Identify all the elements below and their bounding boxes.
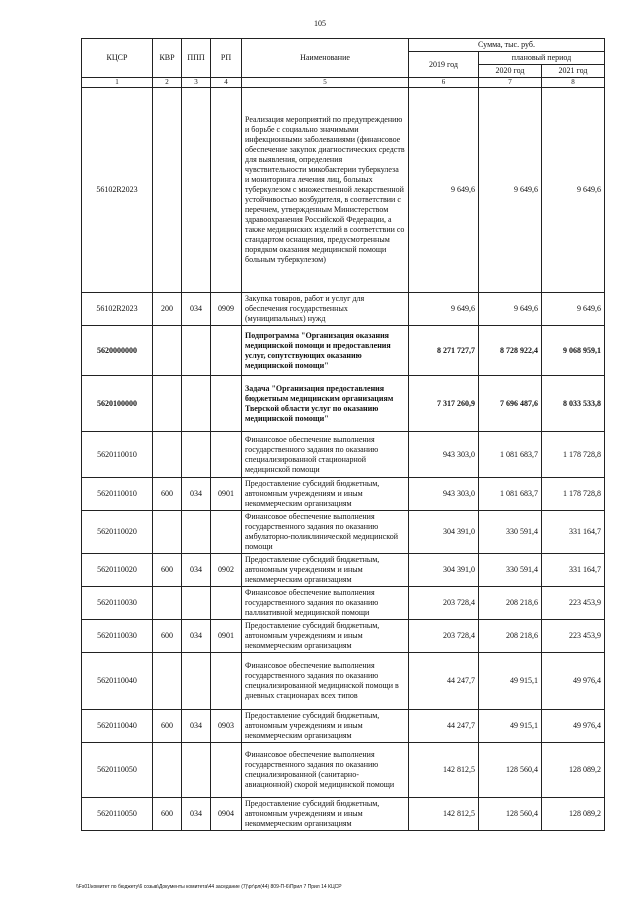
header-kcsr: КЦСР bbox=[82, 39, 153, 78]
row-value-2019: 9 649,6 bbox=[409, 88, 479, 293]
row-kcsr: 5620110030 bbox=[82, 587, 153, 620]
table-row bbox=[82, 478, 605, 511]
row-value-2020: 9 649,6 bbox=[479, 88, 542, 293]
row-value-2019: 304 391,0 bbox=[409, 554, 479, 587]
budget-table bbox=[81, 38, 605, 831]
row-kcsr: 5620110040 bbox=[82, 653, 153, 710]
row-value-2019: 203 728,4 bbox=[409, 587, 479, 620]
row-ppp bbox=[182, 432, 211, 478]
table-row bbox=[82, 710, 605, 743]
row-value-2021: 331 164,7 bbox=[542, 554, 605, 587]
row-ppp bbox=[182, 743, 211, 798]
table-row bbox=[82, 554, 605, 587]
row-rp bbox=[211, 653, 242, 710]
row-ppp bbox=[182, 653, 211, 710]
row-value-2021: 8 033 533,8 bbox=[542, 376, 605, 432]
table-row bbox=[82, 88, 605, 293]
row-rp bbox=[211, 511, 242, 554]
row-kcsr: 5620110040 bbox=[82, 710, 153, 743]
row-ppp bbox=[182, 326, 211, 376]
header-ppp: ППП bbox=[182, 39, 211, 78]
row-value-2019: 142 812,5 bbox=[409, 743, 479, 798]
row-kcsr: 5620000000 bbox=[82, 326, 153, 376]
row-rp: 0902 bbox=[211, 554, 242, 587]
row-name: Предоставление субсидий бюджетным, автономным учреждениям и иным некоммерческим организациям bbox=[242, 620, 409, 653]
row-kcsr: 56102R2023 bbox=[82, 293, 153, 326]
table-row bbox=[82, 511, 605, 554]
row-ppp: 034 bbox=[182, 478, 211, 511]
table-row bbox=[82, 376, 605, 432]
file-path-footer: \\Fs01\комитет по бюджету\6 созыв\Документы комитета\44 заседание (7)\рг\рл(44) 809-П-6\Прил 7 Прил 14 КЦСР bbox=[76, 884, 342, 890]
row-value-2020: 9 649,6 bbox=[479, 293, 542, 326]
header-kvr: КВР bbox=[153, 39, 182, 78]
column-number: 4 bbox=[211, 78, 242, 88]
row-value-2020: 49 915,1 bbox=[479, 653, 542, 710]
row-kcsr: 5620110050 bbox=[82, 798, 153, 831]
row-rp: 0904 bbox=[211, 798, 242, 831]
row-kcsr: 5620110020 bbox=[82, 554, 153, 587]
row-ppp bbox=[182, 376, 211, 432]
row-rp bbox=[211, 88, 242, 293]
row-kvr bbox=[153, 88, 182, 293]
page-number: 105 bbox=[314, 19, 326, 28]
header-2019: 2019 год bbox=[409, 52, 479, 78]
row-kvr bbox=[153, 376, 182, 432]
row-value-2019: 203 728,4 bbox=[409, 620, 479, 653]
table-row bbox=[82, 620, 605, 653]
row-rp: 0909 bbox=[211, 293, 242, 326]
row-value-2019: 44 247,7 bbox=[409, 710, 479, 743]
table-row bbox=[82, 432, 605, 478]
row-kcsr: 5620110020 bbox=[82, 511, 153, 554]
row-value-2020: 49 915,1 bbox=[479, 710, 542, 743]
row-kcsr: 5620110010 bbox=[82, 478, 153, 511]
table-row bbox=[82, 293, 605, 326]
table-row bbox=[82, 653, 605, 710]
row-value-2021: 1 178 728,8 bbox=[542, 478, 605, 511]
row-name: Финансовое обеспечение выполнения государственного задания по оказанию амбулаторно-поликлинической медицинской помощи bbox=[242, 511, 409, 554]
row-kvr bbox=[153, 511, 182, 554]
row-ppp: 034 bbox=[182, 554, 211, 587]
column-number: 7 bbox=[479, 78, 542, 88]
header-2021: 2021 год bbox=[542, 65, 605, 78]
row-ppp: 034 bbox=[182, 293, 211, 326]
row-name: Финансовое обеспечение выполнения государственного задания по оказанию паллиативной медицинской помощи bbox=[242, 587, 409, 620]
row-kvr bbox=[153, 653, 182, 710]
row-value-2021: 9 649,6 bbox=[542, 293, 605, 326]
header-planned: плановый период bbox=[479, 52, 605, 65]
column-number: 3 bbox=[182, 78, 211, 88]
row-value-2021: 223 453,9 bbox=[542, 587, 605, 620]
row-kvr bbox=[153, 743, 182, 798]
row-kcsr: 56102R2023 bbox=[82, 88, 153, 293]
table-row bbox=[82, 587, 605, 620]
row-value-2019: 9 649,6 bbox=[409, 293, 479, 326]
row-kvr: 600 bbox=[153, 710, 182, 743]
row-kvr: 200 bbox=[153, 293, 182, 326]
row-kvr: 600 bbox=[153, 554, 182, 587]
row-value-2019: 304 391,0 bbox=[409, 511, 479, 554]
row-ppp: 034 bbox=[182, 710, 211, 743]
row-kvr bbox=[153, 432, 182, 478]
row-value-2021: 9 068 959,1 bbox=[542, 326, 605, 376]
column-number: 8 bbox=[542, 78, 605, 88]
header-rp: РП bbox=[211, 39, 242, 78]
row-kvr bbox=[153, 326, 182, 376]
header-2020: 2020 год bbox=[479, 65, 542, 78]
row-value-2020: 128 560,4 bbox=[479, 743, 542, 798]
row-ppp: 034 bbox=[182, 620, 211, 653]
row-value-2020: 1 081 683,7 bbox=[479, 432, 542, 478]
row-value-2021: 331 164,7 bbox=[542, 511, 605, 554]
column-number: 5 bbox=[242, 78, 409, 88]
row-rp: 0901 bbox=[211, 478, 242, 511]
row-name: Закупка товаров, работ и услуг для обеспечения государственных (муниципальных) нужд bbox=[242, 293, 409, 326]
row-name: Предоставление субсидий бюджетным, автономным учреждениям и иным некоммерческим организациям bbox=[242, 710, 409, 743]
row-value-2019: 943 303,0 bbox=[409, 478, 479, 511]
row-ppp bbox=[182, 587, 211, 620]
row-name: Предоставление субсидий бюджетным, автономным учреждениям и иным некоммерческим организациям bbox=[242, 798, 409, 831]
row-kcsr: 5620110010 bbox=[82, 432, 153, 478]
header-sum: Сумма, тыс. руб. bbox=[409, 39, 605, 52]
row-value-2019: 943 303,0 bbox=[409, 432, 479, 478]
row-rp bbox=[211, 743, 242, 798]
row-rp: 0903 bbox=[211, 710, 242, 743]
table-row bbox=[82, 798, 605, 831]
header-name: Наименование bbox=[242, 39, 409, 78]
row-name: Финансовое обеспечение выполнения государственного задания по оказанию специализированной медицинской помощи в дневных стационарах всех типов bbox=[242, 653, 409, 710]
row-kvr: 600 bbox=[153, 798, 182, 831]
row-value-2021: 49 976,4 bbox=[542, 710, 605, 743]
row-name: Подпрограмма "Организация оказания медицинской помощи и предоставления услуг, сопутствующих оказанию медицинской помощи" bbox=[242, 326, 409, 376]
row-rp bbox=[211, 587, 242, 620]
row-value-2021: 9 649,6 bbox=[542, 88, 605, 293]
row-value-2020: 208 218,6 bbox=[479, 620, 542, 653]
row-name: Задача "Организация предоставления бюджетным медицинским организациям Тверской области услуг по оказанию медицинской помощи" bbox=[242, 376, 409, 432]
row-name: Финансовое обеспечение выполнения государственного задания по оказанию специализированной (санитарно-авиационной) скорой медицинской помощи bbox=[242, 743, 409, 798]
row-kvr bbox=[153, 587, 182, 620]
row-value-2019: 8 271 727,7 bbox=[409, 326, 479, 376]
row-value-2020: 7 696 487,6 bbox=[479, 376, 542, 432]
row-value-2020: 8 728 922,4 bbox=[479, 326, 542, 376]
row-value-2021: 1 178 728,8 bbox=[542, 432, 605, 478]
row-ppp: 034 bbox=[182, 798, 211, 831]
row-kcsr: 5620110050 bbox=[82, 743, 153, 798]
row-value-2021: 128 089,2 bbox=[542, 743, 605, 798]
row-value-2021: 49 976,4 bbox=[542, 653, 605, 710]
row-kcsr: 5620100000 bbox=[82, 376, 153, 432]
column-number: 1 bbox=[82, 78, 153, 88]
column-number: 6 bbox=[409, 78, 479, 88]
row-rp bbox=[211, 432, 242, 478]
row-kvr: 600 bbox=[153, 478, 182, 511]
row-value-2020: 208 218,6 bbox=[479, 587, 542, 620]
row-kcsr: 5620110030 bbox=[82, 620, 153, 653]
row-ppp bbox=[182, 511, 211, 554]
row-kvr: 600 bbox=[153, 620, 182, 653]
row-value-2021: 128 089,2 bbox=[542, 798, 605, 831]
column-number: 2 bbox=[153, 78, 182, 88]
row-name: Финансовое обеспечение выполнения государственного задания по оказанию специализированной стационарной медицинской помощи bbox=[242, 432, 409, 478]
row-value-2021: 223 453,9 bbox=[542, 620, 605, 653]
row-rp bbox=[211, 376, 242, 432]
row-value-2019: 44 247,7 bbox=[409, 653, 479, 710]
row-value-2020: 1 081 683,7 bbox=[479, 478, 542, 511]
row-rp: 0901 bbox=[211, 620, 242, 653]
row-value-2019: 142 812,5 bbox=[409, 798, 479, 831]
row-value-2020: 330 591,4 bbox=[479, 554, 542, 587]
table-row bbox=[82, 743, 605, 798]
row-name: Реализация мероприятий по предупреждению и борьбе с социально значимыми инфекционными заболеваниями (финансовое обеспечение закупок диагностических средств для выявления, определения чувствительности микобактерии туберкулеза и мониторинга лечения лиц, больных туберкулезом с множественной лекарственной устойчивостью возбудителя, в соответствии с перечнем, утвержденным Министерством здравоохранения Российской Федерации, а также медицинских изделий в соответствии со стандартом оснащения, предусмотренным порядком оказания медицинской помощи больным туберкулезом) bbox=[242, 88, 409, 293]
row-value-2020: 330 591,4 bbox=[479, 511, 542, 554]
row-ppp bbox=[182, 88, 211, 293]
row-rp bbox=[211, 326, 242, 376]
row-value-2020: 128 560,4 bbox=[479, 798, 542, 831]
row-value-2019: 7 317 260,9 bbox=[409, 376, 479, 432]
row-name: Предоставление субсидий бюджетным, автономным учреждениям и иным некоммерческим организациям bbox=[242, 478, 409, 511]
row-name: Предоставление субсидий бюджетным, автономным учреждениям и иным некоммерческим организациям bbox=[242, 554, 409, 587]
table-row bbox=[82, 326, 605, 376]
